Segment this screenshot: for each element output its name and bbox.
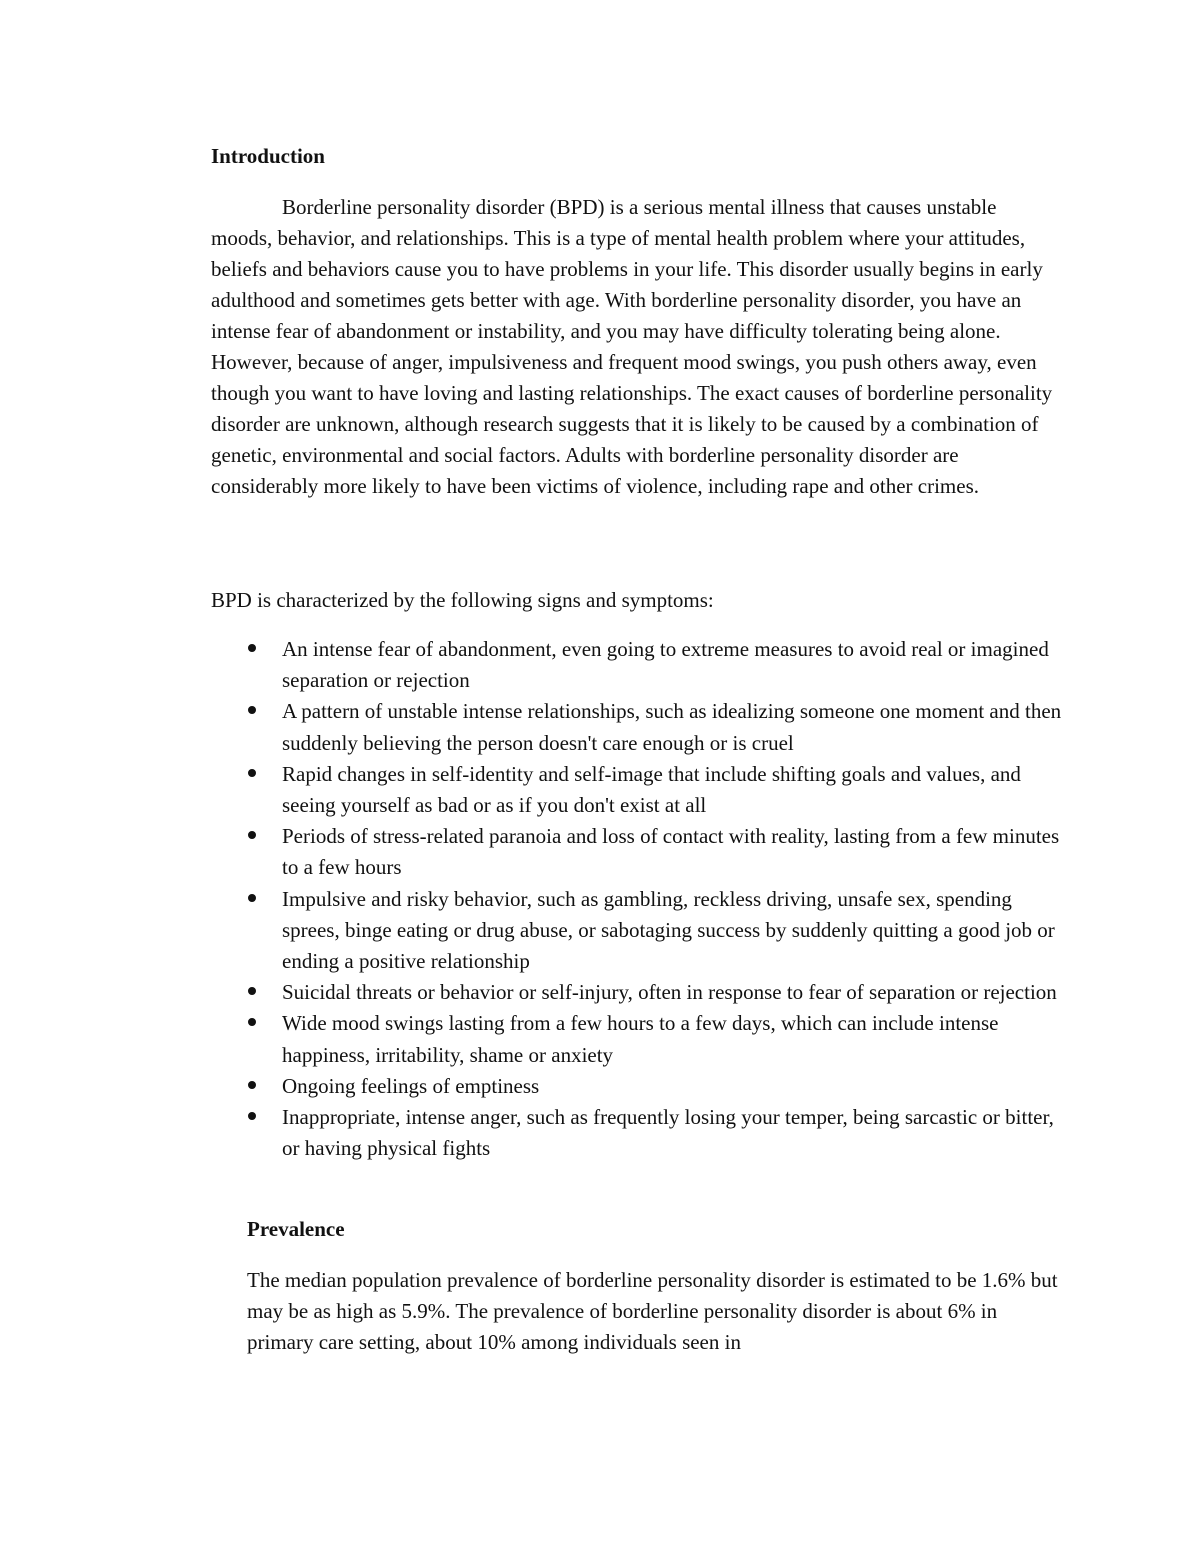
symptom-text: Impulsive and risky behavior, such as gambling, reckless driving, unsafe sex, spending sprees, binge eating or drug abuse, or sabotaging success by suddenly quitting a good job or ending a positive relationship xyxy=(282,886,1055,974)
bullet-icon xyxy=(248,894,256,902)
symptom-text: Suicidal threats or behavior or self-injury, often in response to fear of separation or rejection xyxy=(282,980,1057,1005)
bullet-icon xyxy=(248,644,256,652)
symptom-text: Wide mood swings lasting from a few hours to a few days, which can include intense happiness, irritability, shame or anxiety xyxy=(282,1011,999,1067)
introduction-paragraph: Borderline personality disorder (BPD) is a serious mental illness that causes unstable moods, behavior, and relationships. This is a type of mental health problem where your attitudes, beliefs and behaviors cause you to have problems in your life. This disorder usually begins in early adulthood and sometimes gets better with age. With borderline personality disorder, you have an intense fear of abandonment or instability, and you may have difficulty tolerating being alone. However, because of anger, impulsiveness and frequent mood swings, you push others away, even though you want to have loving and lasting relationships. The exact causes of borderline personality disorder are unknown, although research suggests that it is likely to be caused by a combination of genetic, environmental and social factors. Adults with borderline personality disorder are considerably more likely to have been victims of violence, including rape and other crimes. xyxy=(211,195,1053,498)
bullet-icon xyxy=(248,706,256,714)
bullet-icon xyxy=(248,1081,256,1089)
symptom-list-item xyxy=(243,696,1063,758)
symptoms-lead-text: BPD is characterized by the following signs and symptoms: xyxy=(211,588,714,612)
symptom-list-item xyxy=(243,1008,1063,1070)
symptom-list-item xyxy=(243,1071,1063,1102)
symptom-list-item xyxy=(243,1102,1063,1164)
symptom-list-item xyxy=(243,884,1063,978)
bullet-icon xyxy=(248,831,256,839)
prevalence-paragraph: The median population prevalence of borderline personality disorder is estimated to be 1.6% but may be as high as 5.9%. The prevalence of borderline personality disorder is about 6% in primary care setting, about 10% among individuals seen in xyxy=(247,1268,1058,1354)
bullet-icon xyxy=(248,1112,256,1120)
symptom-list-item xyxy=(243,634,1063,696)
symptom-text: An intense fear of abandonment, even going to extreme measures to avoid real or imagined separation or rejection xyxy=(282,637,1049,693)
symptom-list-item xyxy=(243,759,1063,821)
symptom-text: Inappropriate, intense anger, such as frequently losing your temper, being sarcastic or bitter, or having physical fights xyxy=(282,1105,1054,1161)
symptom-text: A pattern of unstable intense relationships, such as idealizing someone one moment and then suddenly believing the person doesn't care enough or is cruel xyxy=(282,699,1062,755)
symptom-text: Ongoing feelings of emptiness xyxy=(282,1073,540,1098)
bullet-icon xyxy=(248,769,256,777)
symptom-text: Periods of stress-related paranoia and loss of contact with reality, lasting from a few minutes to a few hours xyxy=(282,824,1060,880)
symptom-text: Rapid changes in self-identity and self-image that include shifting goals and values, and seeing yourself as bad or as if you don't exist at all xyxy=(282,761,1021,818)
symptom-list-item xyxy=(243,977,1063,1008)
symptom-list-item xyxy=(243,821,1063,883)
prevalence-heading: Prevalence xyxy=(247,1217,345,1241)
bullet-icon xyxy=(248,1018,256,1026)
bullet-icon xyxy=(248,987,256,995)
introduction-heading: Introduction xyxy=(211,144,325,168)
symptom-list xyxy=(243,634,1063,1164)
